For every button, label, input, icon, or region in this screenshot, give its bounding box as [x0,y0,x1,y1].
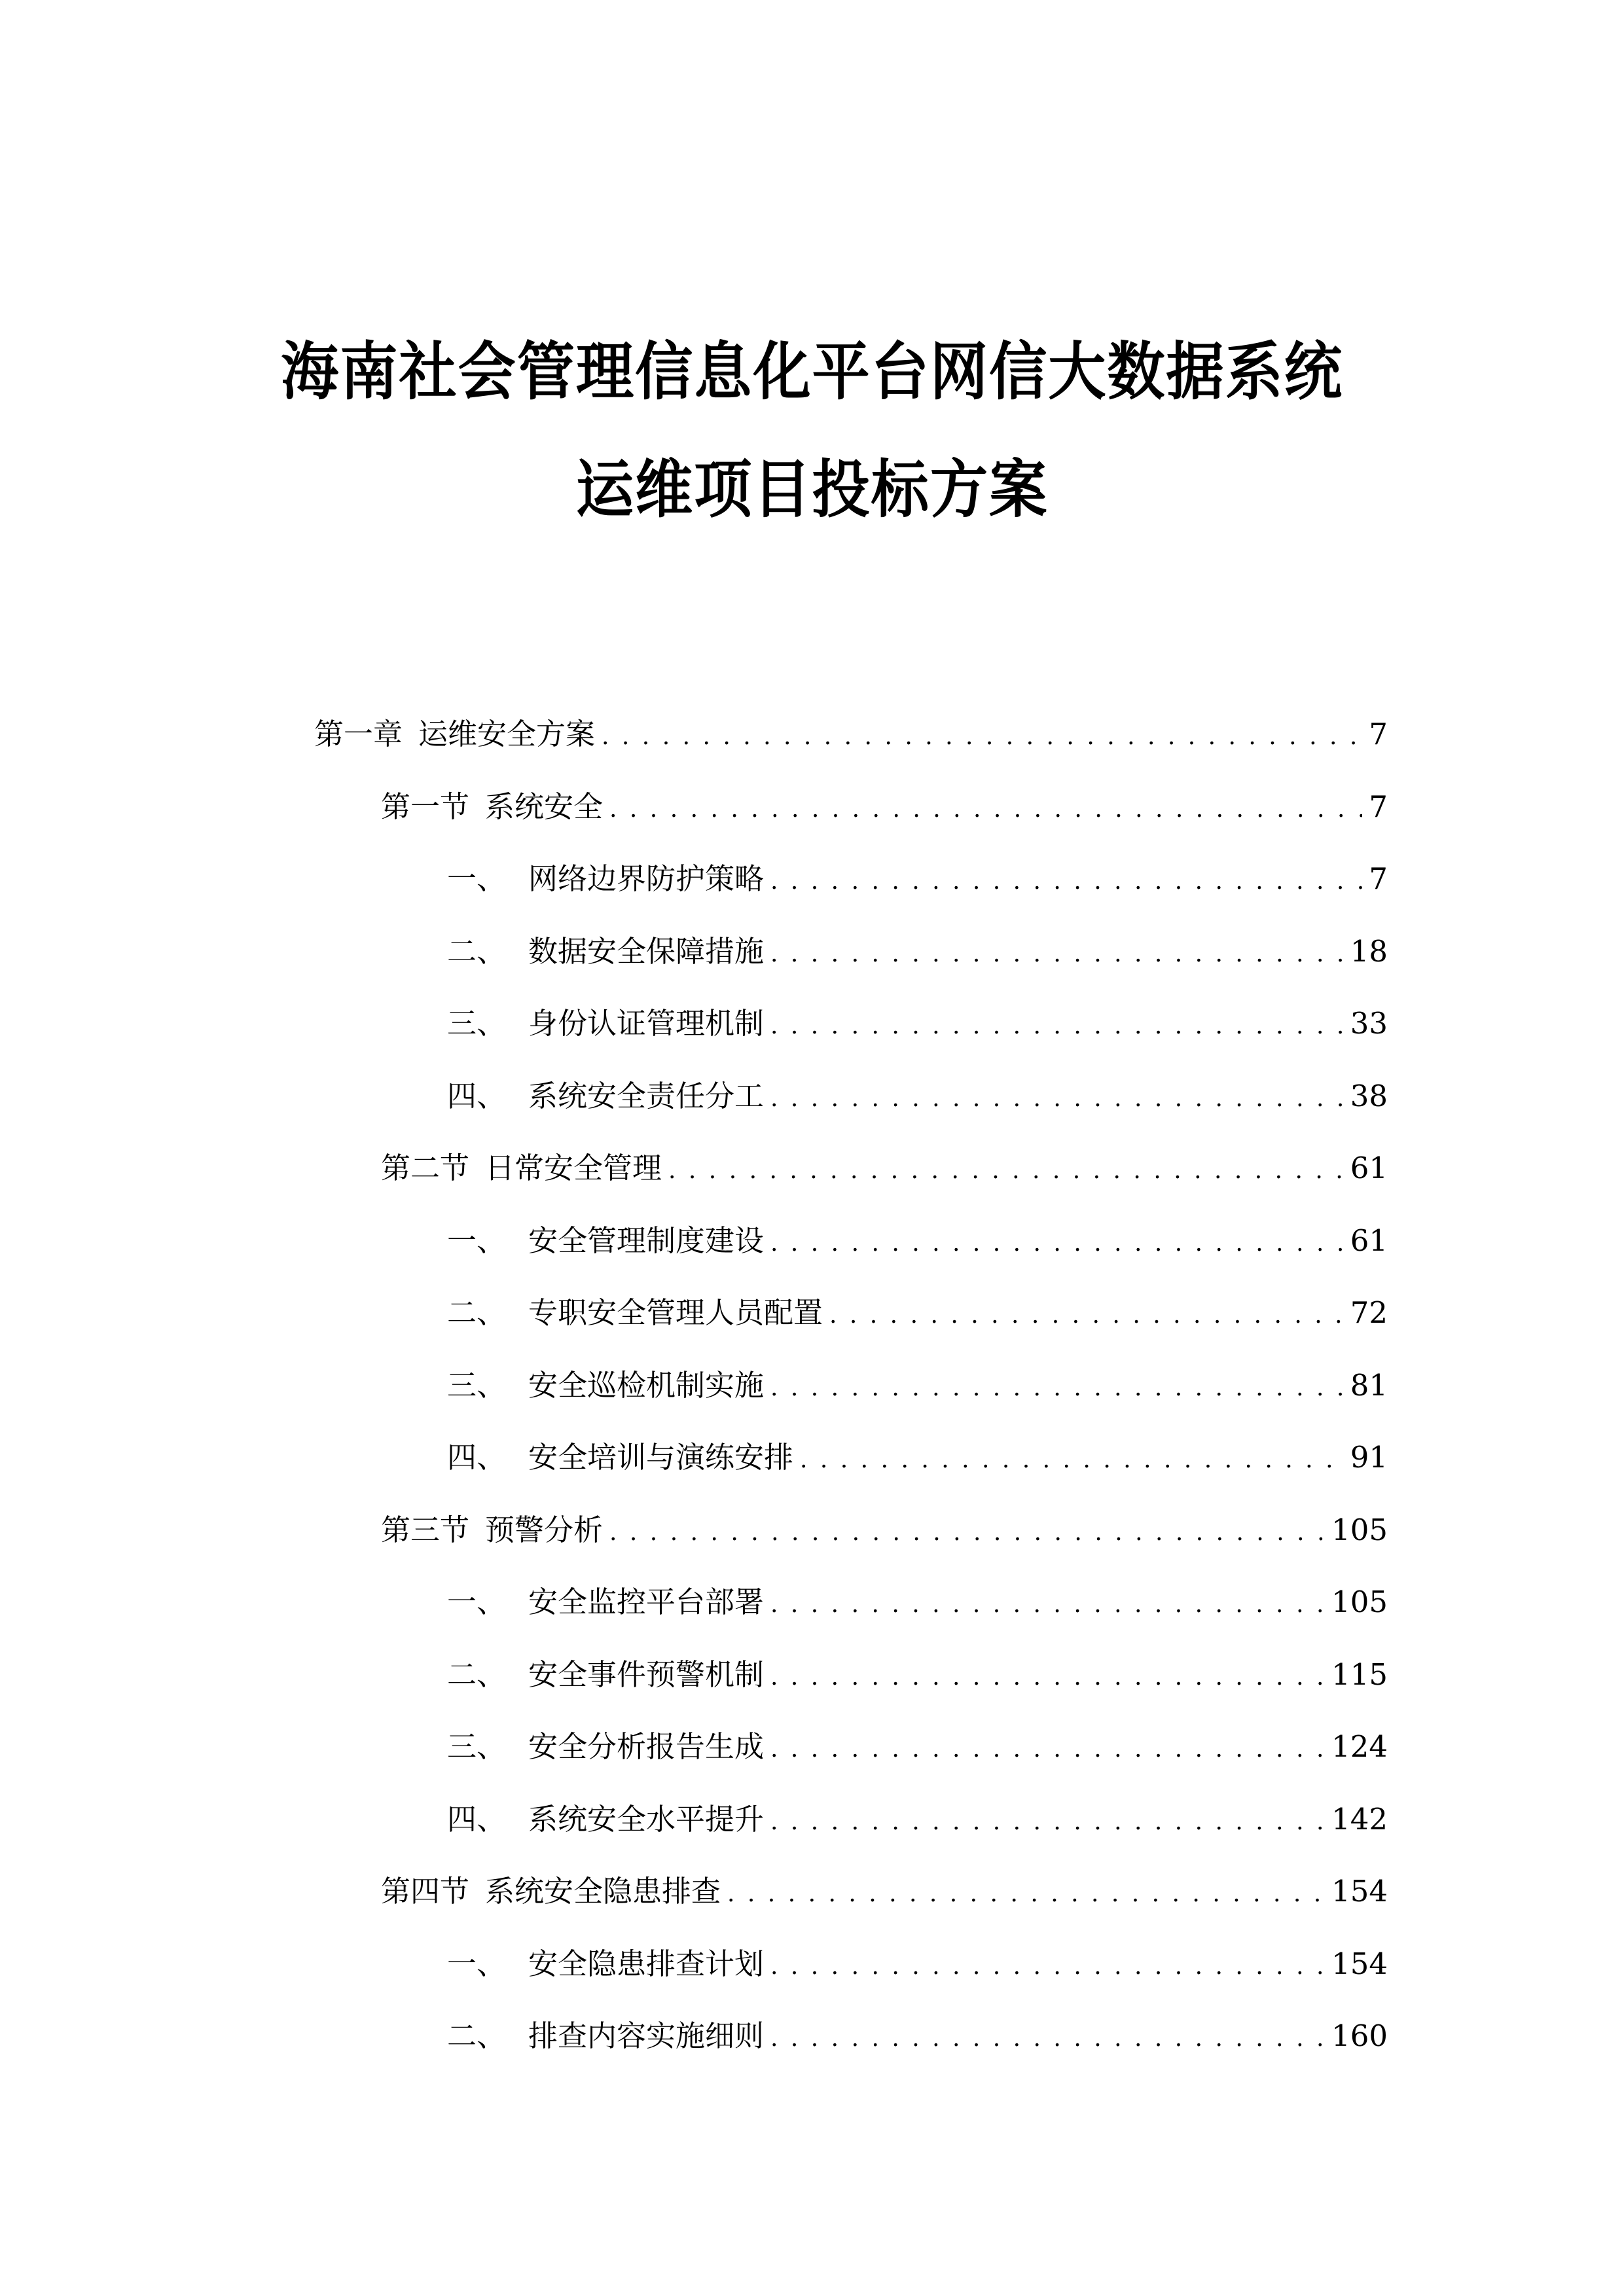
toc-entry-number: 第三节 [381,1512,470,1547]
toc-dot-leader [770,868,1362,895]
toc-entry-label: 安全管理制度建设 [528,1223,765,1258]
toc-entry-page: 154 [1331,1946,1388,1981]
toc-entry-page: 7 [1369,789,1388,824]
toc-entry-label: 安全巡检机制实施 [528,1367,765,1403]
toc-entry-label: 安全培训与演练安排 [528,1440,794,1475]
toc-entry-label: 预警分析 [485,1512,604,1547]
toc-dot-leader [770,1736,1325,1763]
toc-entry-number: 二、 [447,1657,507,1692]
toc-entry[interactable] [381,1144,1388,1183]
document-title-line2: 运维项目投标方案 [575,453,1049,526]
toc-dot-leader [770,941,1344,967]
toc-entry-page: 81 [1350,1367,1388,1403]
toc-entry[interactable] [447,2012,1388,2051]
toc-dot-leader [770,1953,1325,1980]
toc-entry-label: 排查内容实施细则 [528,2018,765,2053]
toc-entry-number: 四、 [447,1440,507,1475]
toc-entry-number: 第二节 [381,1151,470,1185]
toc-entry-page: 105 [1331,1512,1388,1547]
toc-entry[interactable] [447,1433,1388,1473]
toc-entry[interactable] [447,1578,1388,1617]
document-title-line1: 海南社会管理信息化平台网信大数据系统 [281,335,1343,408]
toc-entry-label: 安全隐患排查计划 [528,1946,765,1981]
toc-entry-number: 三、 [447,1729,507,1764]
toc-entry-page: 91 [1350,1440,1388,1475]
toc-entry-page: 115 [1331,1657,1388,1692]
toc-entry-number: 一、 [447,861,507,896]
toc-entry-page: 7 [1369,861,1388,896]
toc-entry[interactable] [381,1867,1388,1907]
toc-entry[interactable] [314,710,1388,749]
toc-entry[interactable] [447,1289,1388,1328]
toc-entry-number: 第一章 [314,717,403,751]
toc-entry-page: 124 [1331,1729,1388,1764]
toc-entry-label: 系统安全隐患排查 [485,1874,721,1909]
toc-entry-label: 身份认证管理机制 [528,1006,765,1041]
toc-entry-number: 二、 [447,933,507,969]
toc-dot-leader [668,1157,1344,1184]
toc-entry-label: 专职安全管理人员配置 [528,1295,823,1330]
toc-entry[interactable] [447,1072,1388,1111]
toc-dot-leader [770,1230,1344,1257]
toc-entry[interactable] [447,1361,1388,1401]
toc-entry-number: 一、 [447,1223,507,1258]
toc-entry-page: 61 [1350,1151,1388,1185]
toc-entry-number: 第四节 [381,1874,470,1909]
toc-entry-page: 160 [1331,2018,1388,2053]
toc-entry-label: 数据安全保障措施 [528,933,765,969]
toc-entry[interactable] [447,1217,1388,1256]
toc-entry[interactable] [447,1651,1388,1690]
toc-entry[interactable] [447,1795,1388,1835]
toc-dot-leader [800,1446,1344,1473]
toc-dot-leader [602,723,1362,750]
toc-entry[interactable] [381,783,1388,822]
toc-dot-leader [829,1302,1344,1329]
toc-entry[interactable] [447,999,1388,1039]
toc-dot-leader [727,1880,1325,1907]
toc-entry-page: 18 [1350,933,1388,969]
toc-entry[interactable] [447,927,1388,967]
toc-entry-label: 安全分析报告生成 [528,1729,765,1764]
toc-entry-page: 33 [1350,1006,1388,1041]
toc-entry[interactable] [381,1506,1388,1545]
toc-entry-number: 二、 [447,2018,507,2053]
toc-entry-number: 第一节 [381,789,470,824]
toc-entry-label: 系统安全责任分工 [528,1078,765,1113]
toc-dot-leader [770,2025,1325,2052]
toc-entry-number: 三、 [447,1006,507,1041]
toc-dot-leader [609,796,1362,823]
toc-dot-leader [770,1808,1325,1835]
toc-entry[interactable] [447,1940,1388,1979]
toc-dot-leader [770,1591,1325,1618]
toc-entry[interactable] [447,1723,1388,1762]
toc-entry-label: 安全事件预警机制 [528,1657,765,1692]
toc-entry-number: 四、 [447,1801,507,1837]
toc-dot-leader [770,1085,1344,1112]
toc-dot-leader [770,1013,1344,1039]
toc-entry-page: 72 [1350,1295,1388,1330]
toc-entry-label: 运维安全方案 [418,717,596,751]
toc-entry-number: 二、 [447,1295,507,1330]
toc-entry-number: 四、 [447,1078,507,1113]
toc-entry-number: 一、 [447,1946,507,1981]
toc-entry-page: 61 [1350,1223,1388,1258]
toc-entry-number: 三、 [447,1367,507,1403]
toc-entry-label: 网络边界防护策略 [528,861,765,896]
toc-entry-page: 105 [1331,1585,1388,1619]
toc-dot-leader [770,1664,1325,1691]
toc-entry-page: 154 [1331,1874,1388,1909]
toc-dot-leader [770,1374,1344,1401]
toc-dot-leader [609,1519,1325,1546]
toc-entry[interactable] [447,855,1388,894]
toc-entry-label: 安全监控平台部署 [528,1585,765,1619]
toc-entry-page: 7 [1369,717,1388,751]
toc-entry-page: 142 [1331,1801,1388,1837]
toc-entry-label: 日常安全管理 [485,1151,662,1185]
toc-entry-label: 系统安全水平提升 [528,1801,765,1837]
toc-entry-page: 38 [1350,1078,1388,1113]
toc-entry-label: 系统安全 [485,789,604,824]
toc-entry-number: 一、 [447,1585,507,1619]
